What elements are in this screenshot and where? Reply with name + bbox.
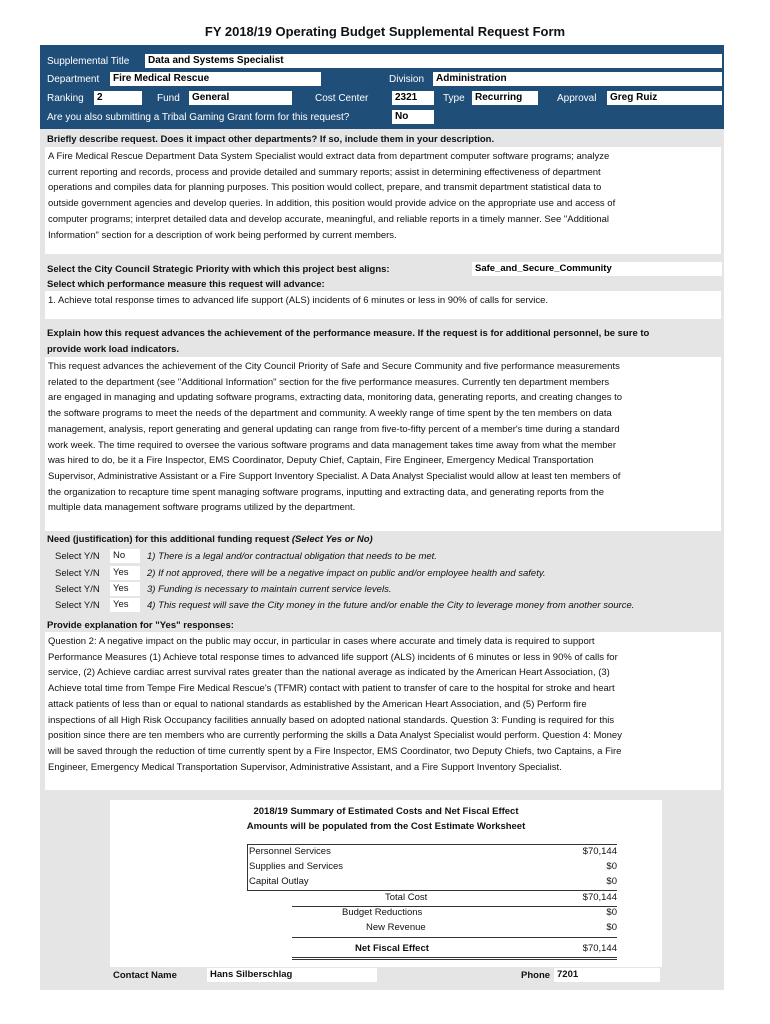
summary-subtitle: Amounts will be populated from the Cost Estimate Worksheet bbox=[246, 821, 526, 832]
text-line: are engaged in managing and updating software programs, extracting data, monitoring data, generating reports, and creating changes to bbox=[48, 392, 623, 404]
cost-center-field[interactable]: 2321 bbox=[392, 91, 434, 105]
need-3-select[interactable]: Yes bbox=[110, 582, 140, 596]
fund-label: Fund bbox=[157, 93, 180, 104]
capital-value: $0 bbox=[606, 876, 617, 887]
explain-question bbox=[47, 326, 717, 358]
department-label: Department bbox=[47, 74, 100, 85]
text-line: Information" section for a description of work being performed by current members. bbox=[48, 229, 397, 241]
summary-rule bbox=[292, 906, 617, 907]
new-revenue-label: New Revenue bbox=[366, 922, 426, 933]
summary-rule bbox=[292, 959, 617, 960]
ranking-label: Ranking bbox=[47, 93, 84, 104]
need-4-select[interactable]: Yes bbox=[110, 598, 140, 612]
capital-label: Capital Outlay bbox=[249, 876, 309, 887]
approval-label: Approval bbox=[557, 93, 597, 104]
text-line: inspections of all High Risk Occupancy facilities annually based on adopted national standards. Question 3: Funding is required for this bbox=[48, 714, 615, 726]
text-line: Question 2: A negative impact on the public may occur, in particular in cases where accurate and timely data is required to support bbox=[48, 636, 595, 647]
ranking-field[interactable]: 2 bbox=[94, 91, 142, 105]
text-line: related to the department (see "Additional Information" section for the five performance measures. Currently ten department members bbox=[48, 376, 610, 388]
text-line: attack patients of less than or equal to national standards as established by the American Heart Association, and (5) Perform fire bbox=[48, 698, 587, 710]
text-line: management, analysis, report generating and general updating can range from five-to-fifty percent of a member's time during a standard bbox=[48, 423, 620, 435]
summary-rule bbox=[247, 844, 248, 890]
supplies-label: Supplies and Services bbox=[249, 861, 343, 872]
text-line: computer programs; interpret detailed data and develop accurate, meaningful, and reliable reports in a timely manner. See "Additional bbox=[48, 213, 610, 225]
text-line: outside government agencies and develop queries. In addition, this position would provide advice on the appropriate use and access of bbox=[48, 198, 616, 210]
division-field[interactable]: Administration bbox=[433, 72, 722, 86]
budget-reductions-value: $0 bbox=[606, 907, 617, 918]
text-line: This request advances the achievement of the City Council Priority of Safe and Secure Community and five performance measurements bbox=[48, 361, 620, 372]
need-4-text: 4) This request will save the City money in the future and/or enable the City to leverage money from another source. bbox=[147, 600, 635, 611]
select-yn-label: Select Y/N bbox=[55, 600, 100, 611]
measure-field[interactable] bbox=[45, 291, 721, 319]
total-cost-value: $70,144 bbox=[582, 892, 617, 903]
text-line: position since there are ten members who are currently performing the skills a Data Analyst Specialist would perform. Question 4: Money bbox=[48, 730, 622, 742]
phone-field[interactable]: 7201 bbox=[554, 968, 660, 982]
summary-rule bbox=[292, 937, 617, 938]
new-revenue-value: $0 bbox=[606, 922, 617, 933]
summary-title: 2018/19 Summary of Estimated Costs and Net Fiscal Effect bbox=[253, 806, 519, 817]
measure-question: Select which performance measure this request will advance: bbox=[47, 279, 325, 290]
tribal-gaming-label: Are you also submitting a Tribal Gaming Grant form for this request? bbox=[47, 112, 350, 123]
text-line: the organization to recapture time spent managing software programs, inputting and extracting data, and generating reports from the bbox=[48, 486, 605, 498]
fund-field[interactable]: General bbox=[189, 91, 292, 105]
text-line: current reporting and records, process and provide detailed and summary reports; assist in determining effectiveness of department bbox=[48, 166, 601, 178]
yes-explanation-description[interactable] bbox=[45, 632, 721, 790]
text-line: the software programs to meet the needs of the department and community. A weekly range of time spent by the ten members on data bbox=[48, 408, 612, 420]
supplemental-title-label: Supplemental Title bbox=[47, 56, 130, 67]
division-label: Division bbox=[389, 74, 425, 85]
text-line: Engineer, Emergency Medical Transportation Supervisor, Administrative Assistant, and a Fire Support Inventory Specialist. bbox=[48, 761, 562, 773]
need-question-text: Need (justification) for this additional funding request bbox=[47, 534, 292, 545]
priority-field[interactable]: Safe_and_Secure_Community bbox=[472, 262, 722, 276]
need-2-text: 2) If not approved, there will be a negative impact on public and/or employee health and safety. bbox=[147, 568, 546, 579]
request-question: Briefly describe request. Does it impact other departments? If so, include them in your description. bbox=[47, 134, 495, 145]
contact-name-field[interactable]: Hans Silberschlag bbox=[207, 968, 377, 982]
text-line: Performance Measures (1) Achieve total response times to advanced life support (ALS) incidents of 6 minutes or less in 90% of calls for bbox=[48, 651, 618, 663]
need-question bbox=[47, 534, 373, 545]
phone-label: Phone bbox=[521, 970, 551, 981]
measure-text: 1. Achieve total response times to advanced life support (ALS) incidents of 6 minutes or less in 90% of calls for service. bbox=[48, 295, 549, 306]
type-label: Type bbox=[443, 93, 465, 104]
summary-rule bbox=[247, 890, 617, 891]
cost-summary bbox=[110, 800, 662, 967]
text-line: work week. The time required to oversee the various software programs and data management takes time away from what the member bbox=[48, 439, 616, 451]
select-yn-label: Select Y/N bbox=[55, 568, 100, 579]
select-yn-label: Select Y/N bbox=[55, 551, 100, 562]
need-question-hint: (Select Yes or No) bbox=[291, 534, 373, 545]
text-line: A Fire Medical Rescue Department Data System Specialist would extract data from department computer software programs; analyze bbox=[48, 151, 610, 162]
explain-question-line: Explain how this request advances the achievement of the performance measure. If the request is for additional personnel, be sure to bbox=[47, 328, 650, 339]
cost-center-label: Cost Center bbox=[315, 93, 369, 104]
select-yn-label: Select Y/N bbox=[55, 584, 100, 595]
text-line: Achieve total time from Tempe Fire Medical Rescue's (TFMR) contact with patient to transfer of care to the hospital for stroke and heart bbox=[48, 683, 615, 695]
yes-explanation-question: Provide explanation for "Yes" responses: bbox=[47, 620, 234, 631]
personnel-label: Personnel Services bbox=[249, 846, 331, 857]
need-3-text: 3) Funding is necessary to maintain current service levels. bbox=[147, 584, 392, 595]
contact-name-label: Contact Name bbox=[113, 970, 177, 981]
supplemental-title-field[interactable]: Data and Systems Specialist bbox=[145, 54, 722, 68]
need-2-select[interactable]: Yes bbox=[110, 566, 140, 580]
request-description[interactable] bbox=[45, 147, 721, 254]
summary-rule bbox=[247, 844, 617, 845]
text-line: service, (2) Achieve cardiac arrest survival rates greater than the national average as indicated by the American Heart Association, (3) bbox=[48, 667, 610, 679]
approval-field[interactable]: Greg Ruiz bbox=[607, 91, 722, 105]
text-line: was hired to do, be it a Fire Inspector, EMS Coordinator, Deputy Chief, Captain, Fire Engineer, Emergency Medical Transportation bbox=[48, 455, 594, 467]
supplies-value: $0 bbox=[606, 861, 617, 872]
total-cost-label: Total Cost bbox=[385, 892, 428, 903]
explain-description[interactable] bbox=[45, 357, 721, 531]
personnel-value: $70,144 bbox=[582, 846, 617, 857]
explain-question-line: provide work load indicators. bbox=[47, 344, 179, 355]
net-fiscal-effect-value: $70,144 bbox=[582, 943, 617, 954]
need-1-select[interactable]: No bbox=[110, 549, 140, 563]
department-field[interactable]: Fire Medical Rescue bbox=[110, 72, 321, 86]
form-title: FY 2018/19 Operating Budget Supplemental Request Form bbox=[204, 24, 566, 39]
budget-reductions-label: Budget Reductions bbox=[342, 907, 423, 918]
tribal-gaming-field[interactable]: No bbox=[392, 110, 434, 124]
priority-question: Select the City Council Strategic Priority with which this project best aligns: bbox=[47, 264, 390, 275]
text-line: multiple data management software programs utilized by the department. bbox=[48, 502, 356, 514]
need-1-text: 1) There is a legal and/or contractual obligation that needs to be met. bbox=[147, 551, 437, 562]
summary-rule bbox=[292, 957, 617, 958]
type-field[interactable]: Recurring bbox=[472, 91, 538, 105]
text-line: operations and compiles data for planning purposes. This position would collect, prepare, and transmit department statistical data to bbox=[48, 182, 602, 194]
net-fiscal-effect-label: Net Fiscal Effect bbox=[355, 943, 429, 954]
text-line: will be saved through the reduction of time currently spent by a Fire Inspector, EMS Coordinator, two Deputy Chiefs, two Captains, a Fire bbox=[48, 745, 622, 757]
text-line: Supervisor, Administrative Assistant or a Fire Support Inventory Specialist. A Data Analyst Specialist would allow at least ten members of bbox=[48, 470, 621, 482]
